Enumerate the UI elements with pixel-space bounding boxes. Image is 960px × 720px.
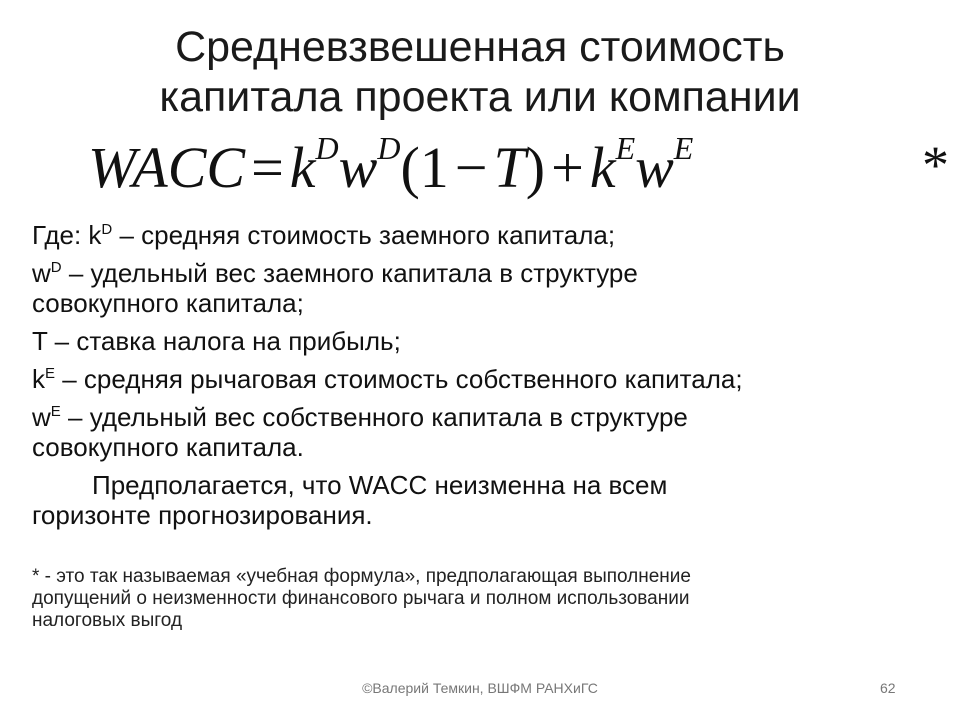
formula-plus: +	[551, 135, 584, 200]
definition-kd-sup: D	[101, 221, 113, 238]
title-line-2: капитала проекта или компании	[159, 73, 801, 121]
definition-wd-text: – удельный вес заемного капитала в структуре	[61, 258, 638, 288]
definition-kd-text: – средняя стоимость заемного капитала;	[112, 220, 616, 250]
definition-we	[32, 402, 932, 432]
formula-paren-open: (1	[400, 135, 449, 200]
definition-wd-sup: D	[50, 259, 62, 276]
definition-ke	[32, 364, 932, 394]
formula-equals: =	[251, 135, 284, 200]
assumption-line-1: Предполагается, что WACC неизменна на всем	[92, 470, 668, 500]
footnote-line-2: допущений о неизменности финансового рычага и полном использовании	[32, 588, 690, 609]
formula-w-debt: w	[338, 135, 378, 200]
formula-sup-d2: D	[377, 130, 401, 166]
definition-kd	[32, 220, 932, 250]
formula-k-equity: k	[589, 135, 616, 200]
title-line-1: Средневзвешенная стоимость	[175, 23, 785, 71]
definition-we-cont: совокупного капитала.	[32, 432, 304, 462]
definitions-block	[32, 220, 932, 530]
definition-kd-prefix: Где: k	[32, 220, 102, 250]
formula-sup-e2: E	[673, 130, 694, 166]
definition-wd-prefix: w	[32, 258, 51, 288]
footnote-line-3: налоговых выгод	[32, 610, 183, 631]
definition-ke-text: – средняя рычаговая стоимость собственного капитала;	[55, 364, 743, 394]
formula-sup-e1: E	[615, 130, 636, 166]
definition-we-sup: E	[50, 403, 61, 420]
formula-tax: T	[493, 135, 526, 200]
definition-wd	[32, 258, 932, 288]
definition-ke-prefix: k	[32, 364, 45, 394]
formula-paren-close: )	[525, 135, 546, 200]
assumption-line-2: горизонте прогнозирования.	[32, 500, 373, 530]
formula-lhs: WACC	[88, 135, 246, 200]
definition-ke-sup: E	[45, 365, 56, 382]
wacc-formula	[88, 128, 693, 208]
definition-we-prefix: w	[32, 402, 51, 432]
slide-title	[0, 22, 960, 122]
formula-sup-d1: D	[315, 130, 339, 166]
page-number: 62	[880, 680, 896, 696]
definition-wd-cont: совокупного капитала;	[32, 288, 304, 318]
formula-w-equity: w	[635, 135, 674, 200]
formula-k-debt: k	[289, 135, 316, 200]
footer-copyright: ©Валерий Темкин, ВШФМ РАНХиГС	[362, 680, 598, 696]
footnote-line-1: * - это так называемая «учебная формула», предполагающая выполнение	[32, 566, 691, 587]
footnote-asterisk: *	[922, 135, 949, 195]
definition-t: T – ставка налога на прибыль;	[32, 326, 401, 356]
formula-minus: −	[454, 135, 488, 200]
definition-we-text: – удельный вес собственного капитала в структуре	[60, 402, 688, 432]
footnote	[32, 566, 912, 632]
